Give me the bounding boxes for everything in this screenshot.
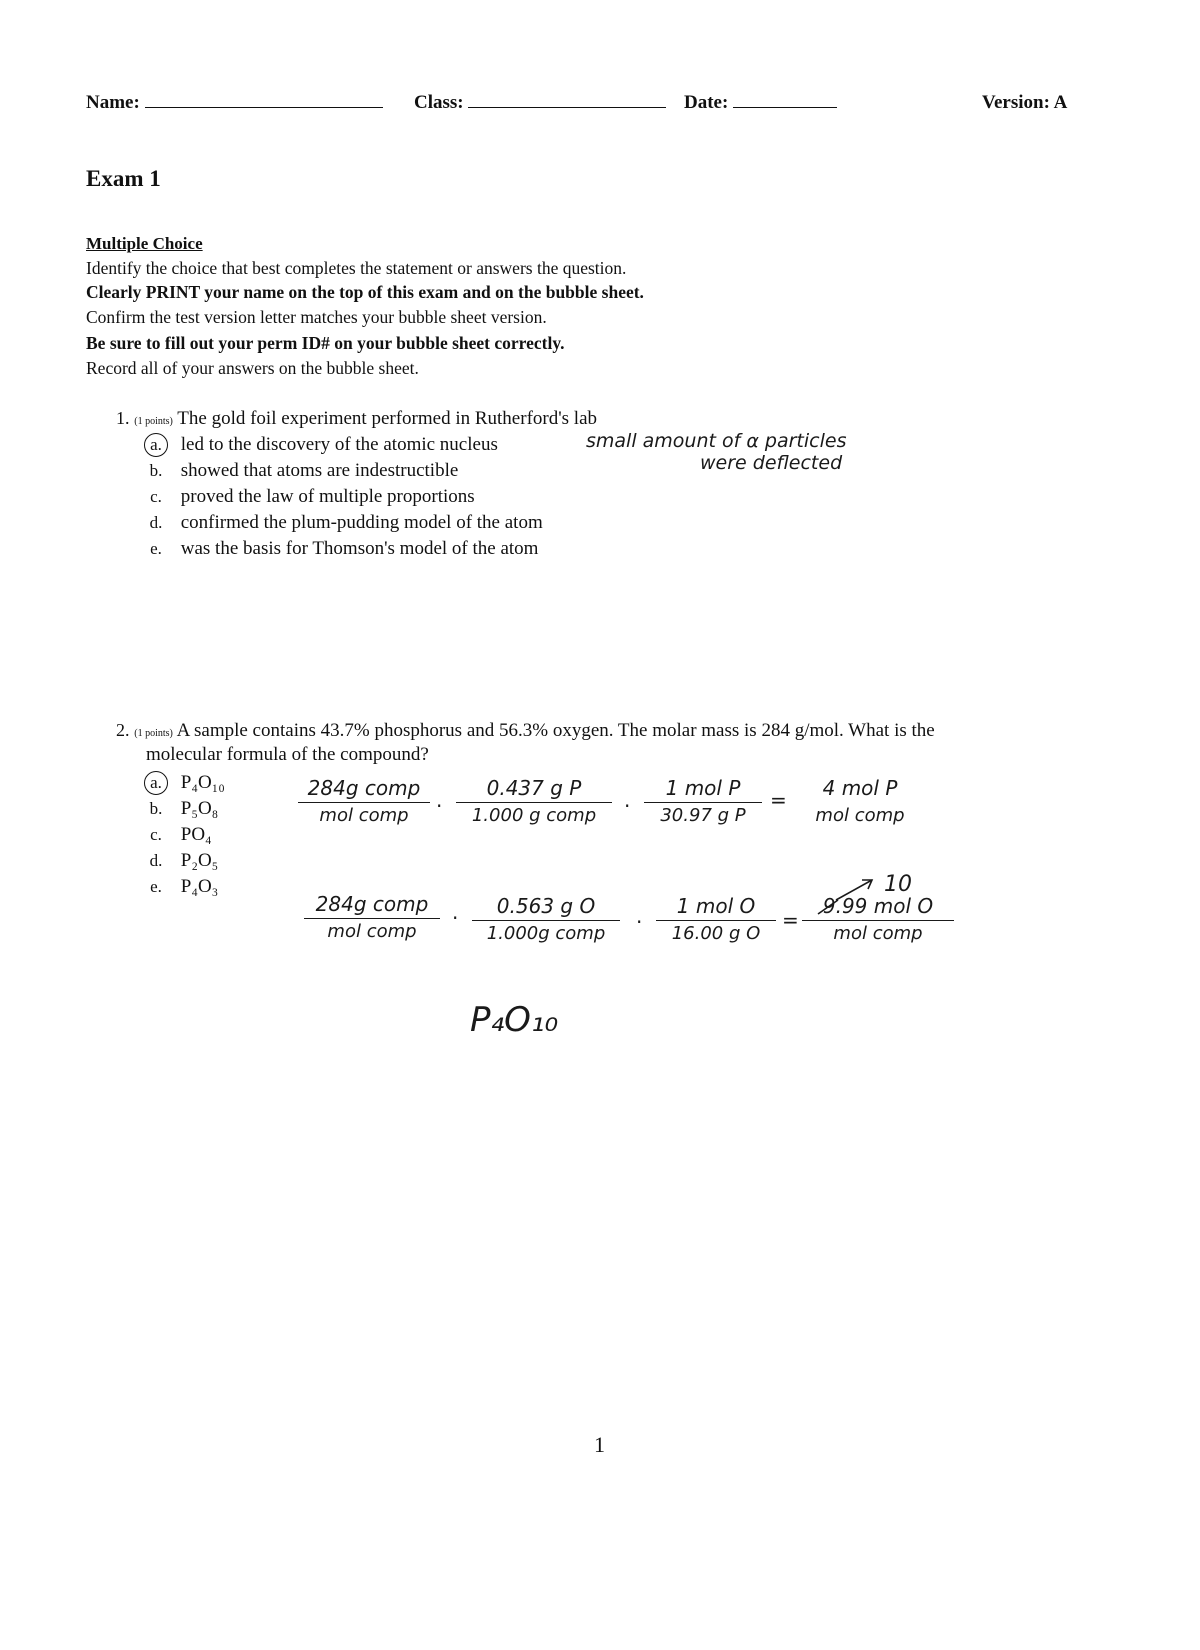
- work-row2-dot-1: ·: [452, 906, 459, 930]
- page-number: 1: [594, 1432, 605, 1457]
- question-1-number: 1.: [116, 408, 130, 428]
- work-row2-equals: =: [782, 908, 799, 932]
- question-2-text-line1: A sample contains 43.7% phosphorus and 56.3% oxygen. The molar mass is 284 g/mol. What is the: [176, 720, 935, 741]
- work-final-formula: P₄O₁₀: [470, 1000, 559, 1040]
- q1-choice-c-text: proved the law of multiple proportions: [180, 486, 475, 507]
- question-1-points: (1 points): [134, 416, 173, 427]
- work-row2-result: 9.99 mol O mol comp: [802, 894, 954, 944]
- question-2-points: (1 points): [134, 728, 173, 739]
- q2-choice-a-letter: a.: [136, 773, 176, 793]
- q1-choice-c[interactable]: c. proved the law of multiple proportions: [150, 486, 475, 507]
- instruction-1: Identify the choice that best completes the statement or answers the question.: [86, 258, 627, 278]
- q1-choice-b-text: showed that atoms are indestructible: [180, 460, 459, 481]
- question-2-text-line2: molecular formula of the compound?: [146, 744, 429, 765]
- work-row2-dot-2: ·: [636, 910, 643, 934]
- q2-choice-d-text: P₂O₅: [180, 850, 219, 871]
- section-heading: Multiple Choice: [86, 234, 203, 253]
- work-row1-factor-2: 0.437 g P 1.000 g comp: [456, 776, 612, 826]
- q2-choice-e-text: P₄O₃: [180, 876, 219, 897]
- work-row1-equals: =: [770, 788, 787, 812]
- q1-choice-e-text: was the basis for Thomson's model of the atom: [180, 538, 539, 559]
- work-row2-factor-2: 0.563 g O 1.000g comp: [472, 894, 620, 944]
- instruction-3: Confirm the test version letter matches your bubble sheet version.: [86, 307, 547, 327]
- work-row1-result: 4 mol P mol comp: [815, 776, 905, 826]
- q2-choice-c-text: PO₄: [180, 824, 212, 845]
- date-label: Date:: [684, 92, 837, 114]
- q1-choice-d-text: confirmed the plum-pudding model of the atom: [180, 512, 543, 533]
- instruction-2: Clearly PRINT your name on the top of this exam and on the bubble sheet.: [86, 282, 644, 302]
- work-row2-factor-1: 284g comp mol comp: [304, 892, 440, 942]
- version-label: Version: A: [982, 92, 1068, 113]
- question-1-text: The gold foil experiment performed in Rutherford's lab: [177, 408, 597, 429]
- question-2-number: 2.: [116, 720, 130, 740]
- work-row1-factor-3: 1 mol P 30.97 g P: [644, 776, 762, 826]
- instruction-5: Record all of your answers on the bubble sheet.: [86, 358, 419, 378]
- q2-choice-a-text: P₄O₁₀: [180, 772, 225, 793]
- q1-choice-e[interactable]: e. was the basis for Thomson's model of the atom: [150, 538, 539, 559]
- work-row1-factor-1: 284g comp mol comp: [298, 776, 430, 826]
- class-label: Class:: [414, 92, 666, 114]
- q2-choice-b[interactable]: b. P₅O₈: [149, 798, 219, 819]
- work-row2-factor-3: 1 mol O 16.00 g O: [656, 894, 776, 944]
- q1-choice-b[interactable]: b. showed that atoms are indestructible: [149, 460, 459, 481]
- q2-choice-c[interactable]: c. PO₄: [150, 824, 212, 845]
- work-row1-dot-2: ·: [624, 794, 631, 818]
- q2-choice-b-text: P₅O₈: [180, 798, 219, 819]
- name-label: Name:: [86, 92, 383, 114]
- work-rounded-value: 10: [884, 872, 912, 897]
- q2-choice-e[interactable]: e. P₄O₃: [150, 876, 219, 897]
- work-row1-dot-1: ·: [436, 794, 443, 818]
- q1-choice-a-letter: a.: [136, 435, 176, 455]
- q1-handwritten-note-2: were deflected: [700, 452, 843, 474]
- q1-choice-a-text: led to the discovery of the atomic nucleus: [180, 434, 498, 455]
- exam-title: Exam 1: [86, 166, 161, 191]
- instruction-4: Be sure to fill out your perm ID# on your bubble sheet correctly.: [86, 333, 565, 353]
- q2-choice-d[interactable]: d. P₂O₅: [149, 850, 219, 871]
- q1-handwritten-note-1: small amount of α particles: [586, 430, 847, 452]
- q1-choice-d[interactable]: d. confirmed the plum-pudding model of the atom: [149, 512, 543, 533]
